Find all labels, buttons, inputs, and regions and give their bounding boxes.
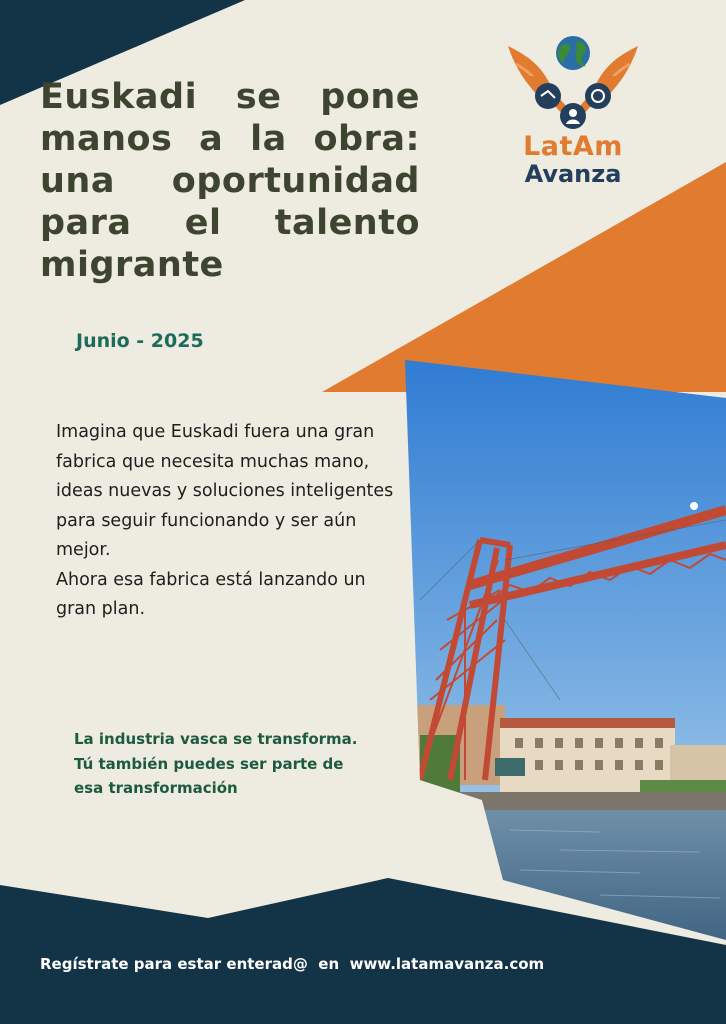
logo-name-avanza: Avanza: [524, 160, 622, 188]
footer-cta[interactable]: Regístrate para estar enterad@ en www.latamavanza.com: [40, 955, 545, 973]
highlight-text: La industria vasca se transforma. Tú también puedes ser parte de esa transformación: [74, 730, 358, 797]
page-title: Euskadi se pone manos a la obra: una oportunidad para el talento migrante: [40, 77, 420, 285]
publication-date: Junio - 2025: [76, 330, 204, 352]
intro-paragraph-2: Ahora esa fabrica está lanzando un gran plan.: [56, 569, 366, 619]
logo-name-latam: LatAm: [523, 131, 623, 162]
intro-paragraph-1: Imagina que Euskadi fuera una gran fabrica que necesita muchas mano, ideas nuevas y soluciones inteligentes para seguir funcionando y ser aún mejor.: [56, 422, 394, 560]
intro-text: [56, 418, 401, 625]
